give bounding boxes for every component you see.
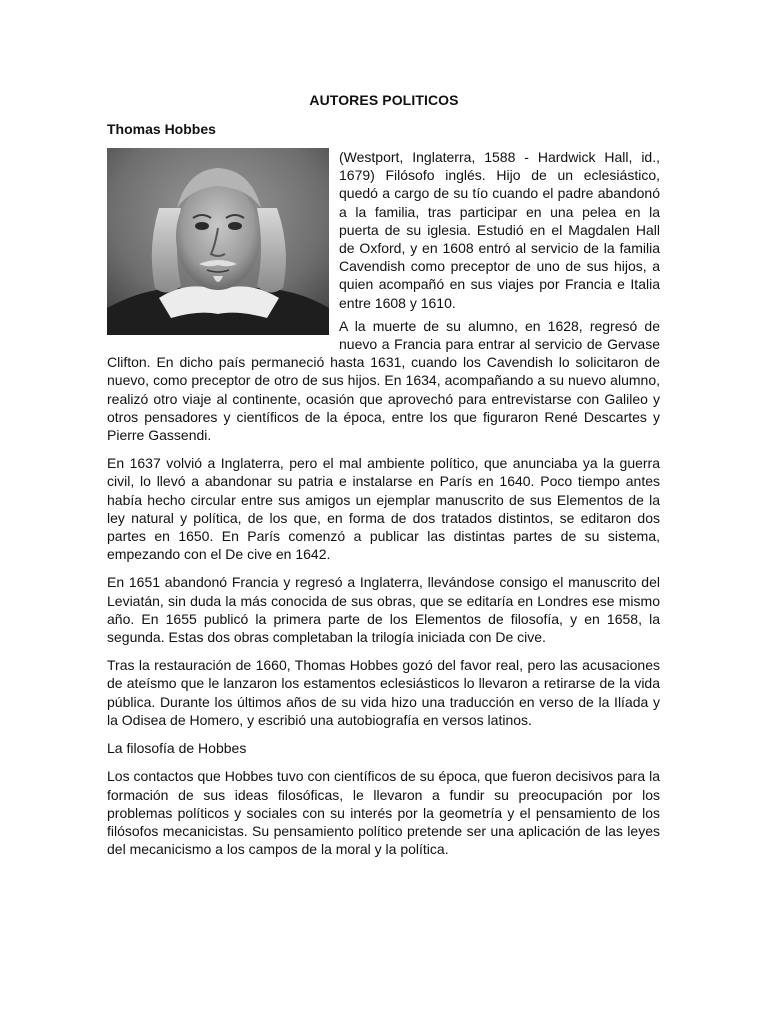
page-title: AUTORES POLITICOS [309, 92, 459, 108]
portrait-image [107, 148, 329, 335]
paragraph-3: En 1637 volvió a Inglaterra, pero el mal ambiente político, que anunciaba ya la guerra civil, lo llevó a abandonar su patria e instalarse en París en 1640. Poco tiempo antes había hecho circular entre sus amigos un ejemplar manuscrito de sus Elementos de la ley natural y política, de los que, en forma de dos tratados distintos, se editaron dos partes en 1650. En París comenzó a publicar las distintas partes de su sistema, empezando con el De cive en 1642. [107, 455, 660, 563]
paragraph-4: En 1651 abandonó Francia y regresó a Inglaterra, llevándose consigo el manuscrito del Leviatán, sin duda la más conocida de sus obras, que se editaría en Londres ese mismo año. En 1655 publicó la primera parte de los Elementos de filosofía, y en 1658, la segunda. Estas dos obras completaban la trilogía iniciada con De cive. [107, 574, 660, 646]
paragraph-5: Tras la restauración de 1660, Thomas Hobbes gozó del favor real, pero las acusaciones de ateísmo que le lanzaron los estamentos eclesiásticos lo llevaron a retirarse de la vida pública. Durante los últimos años de su vida hizo una traducción en verso de la Ilíada y la Odisea de Homero, y escribió una autobiografía en versos latinos. [107, 657, 660, 728]
portrait-hobbes-icon [107, 148, 329, 335]
paragraph-1: (Westport, Inglaterra, 1588 - Hardwick Hall, id., 1679) Filósofo inglés. Hijo de un eclesiástico, quedó a cargo de su tío cuando el padre abandonó a la familia, tras participar en una pelea en la puerta de su iglesia. Estudió en el Magdalen Hall de Oxford, y en 1608 entró al servicio de la familia Cavendish como preceptor de uno de sus hijos, a quien acompañó en sus viajes por Francia e Italia entre 1608 y 1610. [339, 149, 660, 311]
section-paragraph: Los contactos que Hobbes tuvo con científicos de su época, que fueron decisivos para la formación de sus ideas filosóficas, le llevaron a fundir su preocupación por los problemas políticos y sociales con su interés por la geometría y el pensamiento de los filósofos mecanicistas. Su pensamiento político pretende ser una aplicación de las leyes del mecanicismo a los campos de la moral y la política. [107, 768, 660, 858]
paragraph-2: A la muerte de su alumno, en 1628, regresó de nuevo a Francia para entrar al servicio de Gervase Clifton. En dicho país permaneció hasta 1631, cuando los Cavendish lo solicitaron de nuevo, como preceptor de otro de sus hijos. En 1634, acompañando a su nuevo alumno, realizó otro viaje al continente, ocasión que aprovechó para entrevistarse con Galileo y otros pensadores y científicos de la época, entre los que figuraron René Descartes y Pierre Gassendi. [107, 317, 660, 444]
section-heading: La filosofía de Hobbes [107, 740, 247, 757]
author-name: Thomas Hobbes [107, 121, 216, 137]
article-body [107, 148, 660, 868]
